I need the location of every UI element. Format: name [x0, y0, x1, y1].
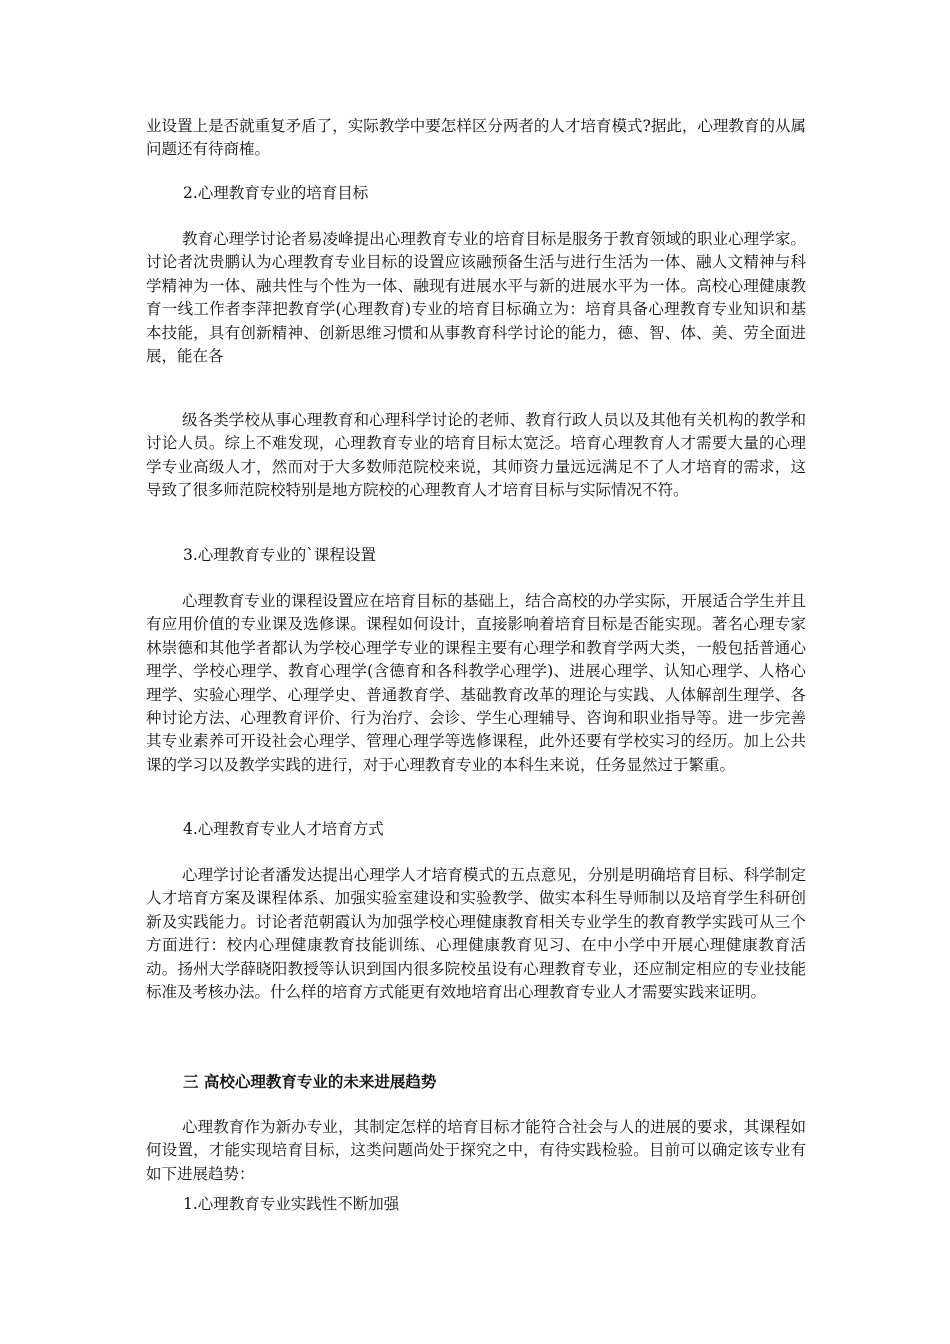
paragraph-curriculum: 心理教育专业的课程设置应在培育目标的基础上，结合高校的办学实际，开展适合学生并且有应用价值的专业课及选修课。课程如何设计，直接影响着培育目标是否能实现。著名心理专家林崇德和其他学者都认为学校心理学专业的课程主要有心理学和教育学两大类，一般包括普通心理学、学校心理学、教育心理学(含德育和各科教学心理学)、进展心理学、认知心理学、人格心理学、实验心理学、心理学史、普通教育学、基础教育改革的理论与实践、人体解剖生理学、各种讨论方法、心理教育评价、行为治疗、会诊、学生心理辅导、咨询和职业指导等。进一步完善其专业素养可开设社会心理学、管理心理学等选修课程，此外还要有学校实习的经历。加上公共课的学习以及教学实践的进行，对于心理教育专业的本科生来说，任务显然过于繁重。	[146, 592, 806, 774]
section-heading-future-trends: 三 高校心理教育专业的未来进展趋势	[183, 1072, 437, 1091]
subheading-practicality: 1.心理教育专业实践性不断加强	[183, 1195, 400, 1213]
subheading-training-methods: 4.心理教育专业人才培育方式	[183, 820, 384, 838]
subheading-training-goals: 2.心理教育专业的培育目标	[183, 184, 369, 202]
paragraph-future-trends: 心理教育作为新办专业，其制定怎样的培育目标才能符合社会与人的进展的要求，其课程如何设置，才能实现培育目标，这类问题尚处于探究之中，有待实践检验。目前可以确定该专业有如下进展趋势：	[146, 1118, 806, 1183]
subheading-curriculum: 3.心理教育专业的`课程设置	[183, 546, 377, 564]
paragraph-training-goals-1: 教育心理学讨论者易凌峰提出心理教育专业的培育目标是服务于教育领域的职业心理学家。讨论者沈贵鹏认为心理教育专业目标的设置应该融预备生活与进行生活为一体、融人文精神与科学精神为一体、融共性与个性为一体、融现有进展水平与新的进展水平为一体。高校心理健康教育一线工作者李萍把教育学(心理教育)专业的培育目标确立为：培育具备心理教育专业知识和基本技能，具有创新精神、创新思维习惯和从事教育科学讨论的能力，德、智、体、美、劳全面进展，能在各	[146, 230, 806, 366]
paragraph-intro: 业设置上是否就重复矛盾了，实际教学中要怎样区分两者的人才培育模式?据此，心理教育的从属问题还有待商榷。	[146, 117, 806, 159]
paragraph-training-methods: 心理学讨论者潘发达提出心理学人才培育模式的五点意见，分别是明确培育目标、科学制定人才培育方案及课程体系、加强实验室建设和实验教学、做实本科生导师制以及培育学生科研创新及实践能力。讨论者范朝霞认为加强学校心理健康教育相关专业学生的教育教学实践可从三个方面进行：校内心理健康教育技能训练、心理健康教育见习、在中小学中开展心理健康教育活动。扬州大学薛晓阳教授等认识到国内很多院校虽设有心理教育专业，还应制定相应的专业技能标准及考核办法。什么样的培育方式能更有效地培育出心理教育专业人才需要实践来证明。	[146, 866, 806, 1002]
paragraph-training-goals-2: 级各类学校从事心理教育和心理科学讨论的老师、教育行政人员以及其他有关机构的教学和讨论人员。综上不难发现，心理教育专业的培育目标太宽泛。培育心理教育人才需要大量的心理学专业高级人才，然而对于大多数师范院校来说，其师资力量远远满足不了人才培育的需求，这导致了很多师范院校特别是地方院校的心理教育人才培育目标与实际情况不符。	[146, 411, 806, 500]
